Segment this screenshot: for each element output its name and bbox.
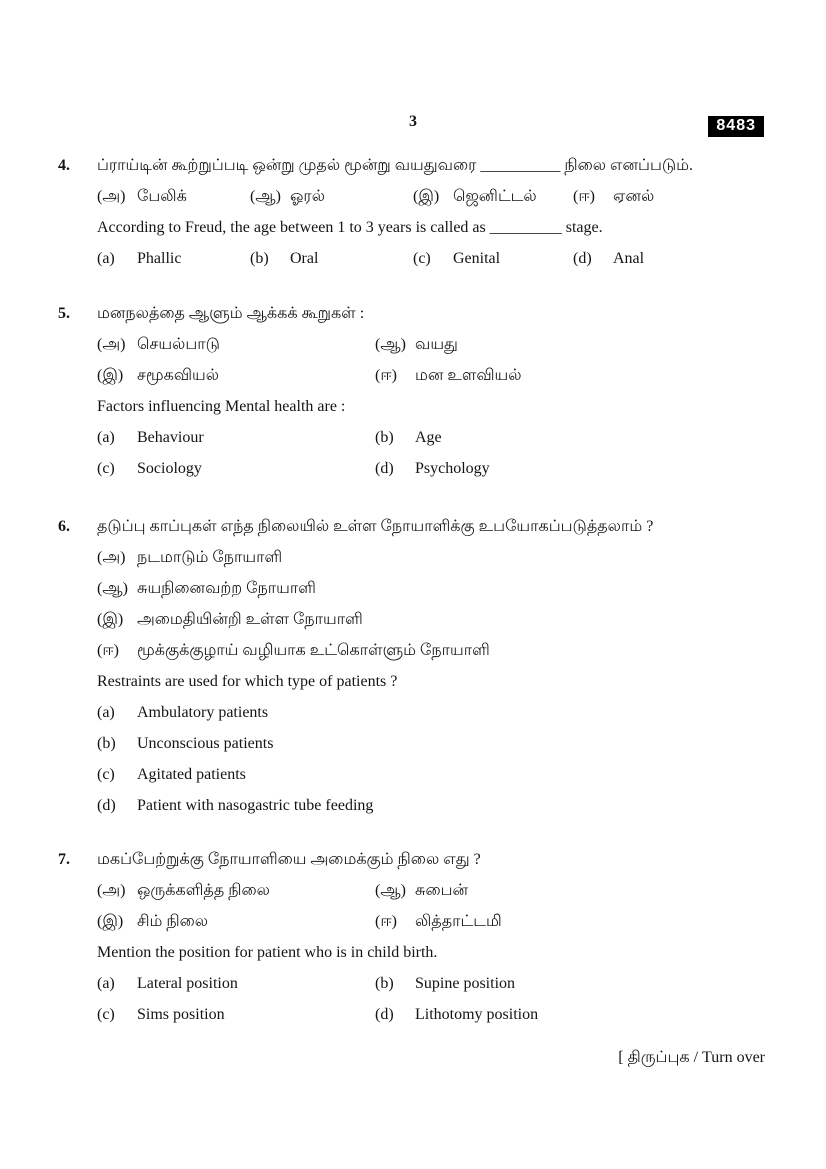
option-tamil-c (97, 604, 766, 635)
option-tamil-d (375, 906, 766, 937)
question-text-tamil: தடுப்பு காப்புகள் எந்த நிலையில் உள்ள நோயாளிக்கு உபயோகப்படுத்தலாம் ? (97, 518, 654, 535)
option-text: லித்தாட்டமி (415, 913, 502, 930)
option-english-a (97, 697, 766, 728)
option-letter: (a) (97, 704, 115, 721)
option-letter: (d) (97, 797, 116, 814)
option-letter: (ஈ) (375, 913, 397, 930)
option-english-d (97, 790, 766, 821)
option-letter: (அ) (97, 549, 126, 566)
question-text-english: According to Freud, the age between 1 to 3 years is called as _________ stage. (97, 219, 603, 236)
option-letter: (ஆ) (375, 882, 406, 899)
option-tamil-d (573, 181, 766, 212)
tamil-options-grid (97, 329, 766, 391)
paper-code-badge: 8483 (708, 116, 764, 137)
question-text-english: Restraints are used for which type of patients ? (97, 673, 398, 690)
option-text: ஏனல் (613, 188, 655, 205)
option-tamil-b (97, 573, 766, 604)
page-header (0, 113, 826, 141)
option-letter: (c) (413, 250, 431, 267)
option-tamil-d (97, 635, 766, 666)
option-tamil-b (375, 329, 766, 360)
option-english-a (97, 422, 375, 453)
option-text: ஒருக்களித்த நிலை (137, 882, 270, 899)
question-text-english: Mention the position for patient who is in child birth. (97, 944, 438, 961)
option-letter: (அ) (97, 336, 126, 353)
option-english-b (375, 968, 766, 999)
english-options-row (97, 243, 766, 274)
option-text: சுபைன் (415, 882, 468, 899)
option-letter: (இ) (97, 367, 124, 384)
option-tamil-b (375, 875, 766, 906)
question-text-tamil: மனநலத்தை ஆளும் ஆக்கக் கூறுகள் : (97, 305, 365, 322)
option-text: Lithotomy position (415, 1006, 539, 1023)
option-text: Phallic (137, 250, 182, 267)
option-tamil-b (250, 181, 413, 212)
question-4 (0, 150, 826, 274)
option-letter: (b) (375, 429, 394, 446)
question-number: 7. (58, 851, 70, 868)
option-letter: (b) (250, 250, 269, 267)
option-text: Lateral position (137, 975, 238, 992)
option-letter: (இ) (413, 188, 440, 205)
option-letter: (இ) (97, 611, 124, 628)
option-text: Behaviour (137, 429, 204, 446)
option-text: Oral (290, 250, 319, 267)
option-tamil-c (97, 360, 375, 391)
option-english-d (573, 243, 766, 274)
option-english-b (375, 422, 766, 453)
option-text: அமைதியின்றி உள்ள நோயாளி (137, 611, 363, 628)
option-letter: (ஈ) (97, 642, 119, 659)
option-text: ஜெனிட்டல் (453, 188, 537, 205)
option-letter: (d) (375, 1006, 394, 1023)
option-english-a (97, 968, 375, 999)
option-text: மூக்குக்குழாய் வழியாக உட்கொள்ளும் நோயாளி (137, 642, 490, 659)
question-body (97, 150, 766, 274)
question-text-tamil: மகப்பேற்றுக்கு நோயாளியை அமைக்கும் நிலை எது ? (97, 851, 481, 868)
question-number: 6. (58, 518, 70, 535)
option-letter: (ஈ) (375, 367, 397, 384)
option-tamil-a (97, 329, 375, 360)
turn-over-note: [ திருப்புக / Turn over (618, 1049, 765, 1066)
tamil-options-list (97, 542, 766, 666)
option-english-c (97, 453, 375, 484)
question-6 (0, 511, 826, 821)
option-english-d (375, 999, 766, 1030)
option-text: Genital (453, 250, 501, 267)
option-text: சுயநினைவற்ற நோயாளி (137, 580, 316, 597)
option-letter: (c) (97, 766, 115, 783)
option-letter: (ஆ) (375, 336, 406, 353)
option-letter: (ஆ) (250, 188, 281, 205)
option-text: Agitated patients (137, 766, 246, 783)
option-text: சிம் நிலை (137, 913, 209, 930)
question-5 (0, 298, 826, 484)
option-tamil-c (413, 181, 573, 212)
question-number: 5. (58, 305, 70, 322)
option-text: Age (415, 429, 442, 446)
option-text: Psychology (415, 460, 490, 477)
option-english-c (97, 759, 766, 790)
option-letter: (அ) (97, 188, 126, 205)
tamil-options-row (97, 181, 766, 212)
option-tamil-a (97, 542, 766, 573)
question-body (97, 844, 766, 1030)
page-number: 3 (409, 113, 417, 130)
option-letter: (a) (97, 975, 115, 992)
option-text: Sociology (137, 460, 202, 477)
option-text: Supine position (415, 975, 516, 992)
option-tamil-a (97, 875, 375, 906)
option-text: செயல்பாடு (137, 336, 220, 353)
option-letter: (a) (97, 429, 115, 446)
option-letter: (ஈ) (573, 188, 595, 205)
english-options-grid (97, 422, 766, 484)
option-letter: (c) (97, 1006, 115, 1023)
option-text: பேலிக் (137, 188, 187, 205)
option-letter: (b) (375, 975, 394, 992)
option-letter: (இ) (97, 913, 124, 930)
option-english-c (97, 999, 375, 1030)
option-text: வயது (415, 336, 458, 353)
option-text: Sims position (137, 1006, 225, 1023)
option-text: Unconscious patients (137, 735, 274, 752)
option-letter: (ஆ) (97, 580, 128, 597)
option-letter: (b) (97, 735, 116, 752)
option-text: ஓரல் (290, 188, 325, 205)
option-tamil-a (97, 181, 250, 212)
question-body (97, 511, 766, 821)
option-letter: (c) (97, 460, 115, 477)
option-english-b (97, 728, 766, 759)
question-body (97, 298, 766, 484)
option-english-d (375, 453, 766, 484)
english-options-list (97, 697, 766, 821)
question-text-english: Factors influencing Mental health are : (97, 398, 346, 415)
option-english-a (97, 243, 250, 274)
option-tamil-d (375, 360, 766, 391)
option-letter: (அ) (97, 882, 126, 899)
option-text: Patient with nasogastric tube feeding (137, 797, 374, 814)
question-7 (0, 844, 826, 1030)
option-text: Ambulatory patients (137, 704, 269, 721)
option-letter: (a) (97, 250, 115, 267)
option-letter: (d) (573, 250, 592, 267)
question-text-tamil: ப்ராய்டின் கூற்றுப்படி ஒன்று முதல் மூன்று வயதுவரை __________ நிலை எனப்படும். (97, 157, 693, 174)
option-text: மன உளவியல் (415, 367, 522, 384)
option-letter: (d) (375, 460, 394, 477)
option-english-b (250, 243, 413, 274)
option-text: Anal (613, 250, 645, 267)
tamil-options-grid (97, 875, 766, 937)
option-text: நடமாடும் நோயாளி (137, 549, 283, 566)
question-number: 4. (58, 157, 70, 174)
english-options-grid (97, 968, 766, 1030)
option-english-c (413, 243, 573, 274)
option-text: சமூகவியல் (137, 367, 220, 384)
option-tamil-c (97, 906, 375, 937)
